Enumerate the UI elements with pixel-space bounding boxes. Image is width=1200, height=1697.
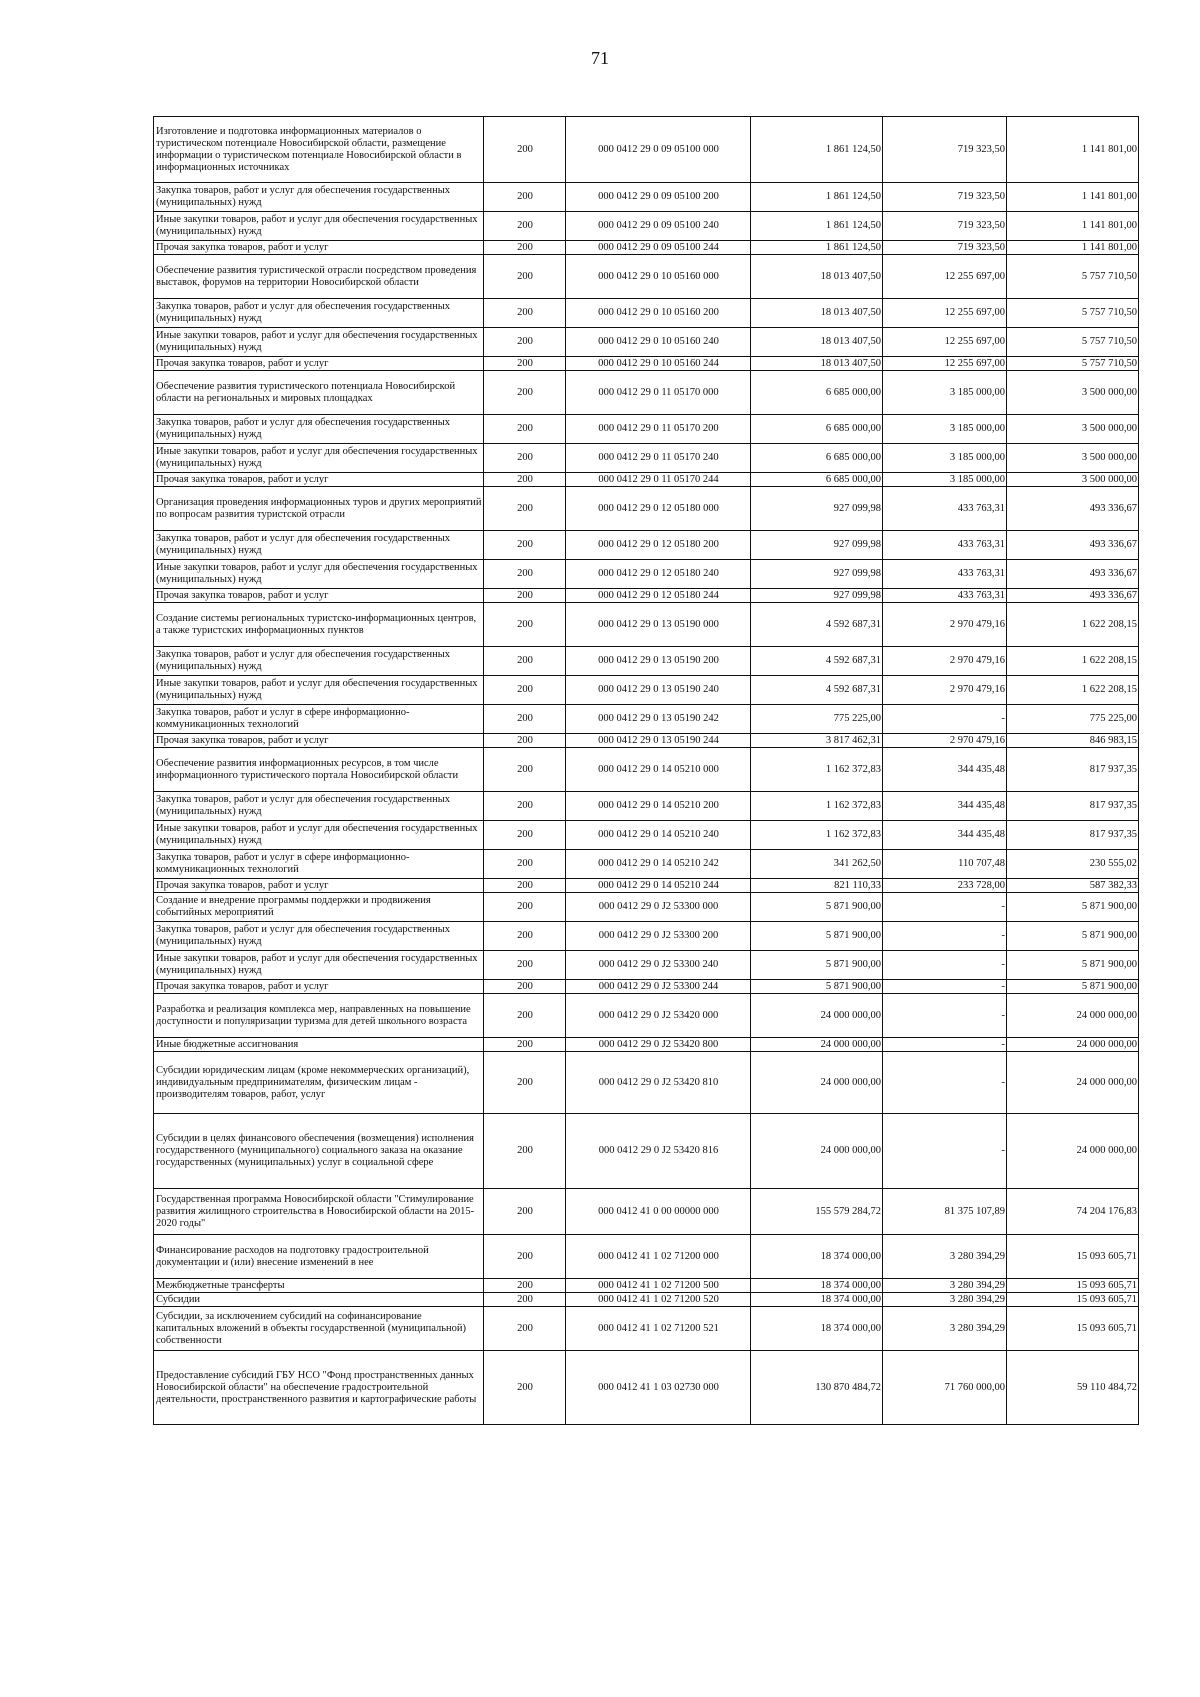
row-name-cell: Прочая закупка товаров, работ и услуг bbox=[154, 734, 484, 748]
row-value-3-cell: 3 500 000,00 bbox=[1007, 415, 1139, 444]
row-name-cell: Закупка товаров, работ и услуг для обеспечения государственных (муниципальных) нужд bbox=[154, 792, 484, 821]
row-value-3-cell: 5 757 710,50 bbox=[1007, 328, 1139, 357]
row-value-1-cell: 4 592 687,31 bbox=[751, 676, 883, 705]
row-name-cell: Субсидии, за исключением субсидий на софинансирование капитальных вложений в объекты государственной (муниципальной) собственности bbox=[154, 1307, 484, 1351]
table-row bbox=[154, 1293, 1139, 1307]
row-name-cell: Субсидии в целях финансового обеспечения (возмещения) исполнения государственного (муниципального) социального заказа на оказание государственных (муниципальных) услуг в социальной сфере bbox=[154, 1114, 484, 1189]
table-row bbox=[154, 1038, 1139, 1052]
row-name-cell: Прочая закупка товаров, работ и услуг bbox=[154, 879, 484, 893]
row-name-cell: Иные закупки товаров, работ и услуг для обеспечения государственных (муниципальных) нужд bbox=[154, 212, 484, 241]
row-value-1-cell: 6 685 000,00 bbox=[751, 444, 883, 473]
table-row bbox=[154, 603, 1139, 647]
row-kbk-cell: 000 0412 29 0 12 05180 000 bbox=[566, 487, 751, 531]
row-kbk-cell: 000 0412 29 0 09 05100 200 bbox=[566, 183, 751, 212]
row-value-3-cell: 24 000 000,00 bbox=[1007, 1038, 1139, 1052]
row-value-2-cell: 719 323,50 bbox=[883, 183, 1007, 212]
row-code-cell: 200 bbox=[484, 241, 566, 255]
row-kbk-cell: 000 0412 29 0 09 05100 000 bbox=[566, 117, 751, 183]
table-row bbox=[154, 951, 1139, 980]
row-value-3-cell: 5 757 710,50 bbox=[1007, 299, 1139, 328]
row-name-cell: Закупка товаров, работ и услуг для обеспечения государственных (муниципальных) нужд bbox=[154, 299, 484, 328]
table-row bbox=[154, 1235, 1139, 1279]
row-kbk-cell: 000 0412 29 0 12 05180 240 bbox=[566, 560, 751, 589]
row-name-cell: Закупка товаров, работ и услуг в сфере информационно-коммуникационных технологий bbox=[154, 850, 484, 879]
row-kbk-cell: 000 0412 29 0 10 05160 240 bbox=[566, 328, 751, 357]
row-value-1-cell: 5 871 900,00 bbox=[751, 922, 883, 951]
row-value-3-cell: 24 000 000,00 bbox=[1007, 994, 1139, 1038]
row-name-cell: Закупка товаров, работ и услуг для обеспечения государственных (муниципальных) нужд bbox=[154, 647, 484, 676]
row-name-cell: Обеспечение развития туристической отрасли посредством проведения выставок, форумов на территории Новосибирской области bbox=[154, 255, 484, 299]
row-value-1-cell: 927 099,98 bbox=[751, 531, 883, 560]
row-code-cell: 200 bbox=[484, 473, 566, 487]
row-name-cell: Прочая закупка товаров, работ и услуг bbox=[154, 241, 484, 255]
row-value-1-cell: 24 000 000,00 bbox=[751, 994, 883, 1038]
row-kbk-cell: 000 0412 29 0 J2 53420 810 bbox=[566, 1052, 751, 1114]
row-code-cell: 200 bbox=[484, 951, 566, 980]
row-kbk-cell: 000 0412 29 0 13 05190 200 bbox=[566, 647, 751, 676]
row-value-3-cell: 493 336,67 bbox=[1007, 487, 1139, 531]
row-name-cell: Прочая закупка товаров, работ и услуг bbox=[154, 357, 484, 371]
row-value-2-cell: 3 280 394,29 bbox=[883, 1293, 1007, 1307]
row-kbk-cell: 000 0412 29 0 14 05210 244 bbox=[566, 879, 751, 893]
table-row bbox=[154, 1351, 1139, 1425]
row-name-cell: Финансирование расходов на подготовку градостроительной документации и (или) внесение изменений в нее bbox=[154, 1235, 484, 1279]
budget-table bbox=[153, 116, 1139, 1425]
row-value-1-cell: 4 592 687,31 bbox=[751, 647, 883, 676]
table-row bbox=[154, 994, 1139, 1038]
row-value-3-cell: 493 336,67 bbox=[1007, 589, 1139, 603]
table-row bbox=[154, 589, 1139, 603]
row-name-cell: Межбюджетные трансферты bbox=[154, 1279, 484, 1293]
row-value-3-cell: 24 000 000,00 bbox=[1007, 1052, 1139, 1114]
row-kbk-cell: 000 0412 41 1 03 02730 000 bbox=[566, 1351, 751, 1425]
row-value-2-cell: 81 375 107,89 bbox=[883, 1189, 1007, 1235]
row-name-cell: Прочая закупка товаров, работ и услуг bbox=[154, 473, 484, 487]
row-value-2-cell: 344 435,48 bbox=[883, 792, 1007, 821]
row-kbk-cell: 000 0412 29 0 13 05190 244 bbox=[566, 734, 751, 748]
row-value-3-cell: 817 937,35 bbox=[1007, 821, 1139, 850]
row-code-cell: 200 bbox=[484, 647, 566, 676]
row-value-2-cell: 719 323,50 bbox=[883, 241, 1007, 255]
row-value-1-cell: 24 000 000,00 bbox=[751, 1052, 883, 1114]
row-kbk-cell: 000 0412 29 0 J2 53300 244 bbox=[566, 980, 751, 994]
row-value-2-cell: 12 255 697,00 bbox=[883, 328, 1007, 357]
table-row bbox=[154, 487, 1139, 531]
row-value-3-cell: 5 757 710,50 bbox=[1007, 255, 1139, 299]
row-value-3-cell: 493 336,67 bbox=[1007, 560, 1139, 589]
table-row bbox=[154, 647, 1139, 676]
table-row bbox=[154, 371, 1139, 415]
row-name-cell: Иные закупки товаров, работ и услуг для обеспечения государственных (муниципальных) нужд bbox=[154, 951, 484, 980]
row-code-cell: 200 bbox=[484, 603, 566, 647]
row-value-1-cell: 1 162 372,83 bbox=[751, 821, 883, 850]
row-code-cell: 200 bbox=[484, 117, 566, 183]
row-name-cell: Создание и внедрение программы поддержки и продвижения событийных мероприятий bbox=[154, 893, 484, 922]
row-value-1-cell: 5 871 900,00 bbox=[751, 951, 883, 980]
row-code-cell: 200 bbox=[484, 1307, 566, 1351]
row-value-3-cell: 5 871 900,00 bbox=[1007, 893, 1139, 922]
row-code-cell: 200 bbox=[484, 1351, 566, 1425]
row-value-1-cell: 18 013 407,50 bbox=[751, 328, 883, 357]
row-code-cell: 200 bbox=[484, 1052, 566, 1114]
table-row bbox=[154, 531, 1139, 560]
row-value-1-cell: 821 110,33 bbox=[751, 879, 883, 893]
row-value-3-cell: 493 336,67 bbox=[1007, 531, 1139, 560]
row-kbk-cell: 000 0412 41 1 02 71200 520 bbox=[566, 1293, 751, 1307]
table-row bbox=[154, 415, 1139, 444]
row-value-3-cell: 15 093 605,71 bbox=[1007, 1235, 1139, 1279]
row-name-cell: Иные закупки товаров, работ и услуг для обеспечения государственных (муниципальных) нужд bbox=[154, 821, 484, 850]
row-value-1-cell: 18 374 000,00 bbox=[751, 1307, 883, 1351]
row-value-3-cell: 1 622 208,15 bbox=[1007, 603, 1139, 647]
row-value-3-cell: 817 937,35 bbox=[1007, 748, 1139, 792]
table-row bbox=[154, 748, 1139, 792]
row-code-cell: 200 bbox=[484, 1235, 566, 1279]
row-code-cell: 200 bbox=[484, 1114, 566, 1189]
row-value-3-cell: 230 555,02 bbox=[1007, 850, 1139, 879]
row-name-cell: Иные закупки товаров, работ и услуг для обеспечения государственных (муниципальных) нужд bbox=[154, 328, 484, 357]
row-value-2-cell: - bbox=[883, 980, 1007, 994]
row-value-2-cell: 233 728,00 bbox=[883, 879, 1007, 893]
row-value-2-cell: 3 185 000,00 bbox=[883, 371, 1007, 415]
row-kbk-cell: 000 0412 29 0 14 05210 242 bbox=[566, 850, 751, 879]
row-code-cell: 200 bbox=[484, 415, 566, 444]
row-value-1-cell: 775 225,00 bbox=[751, 705, 883, 734]
row-code-cell: 200 bbox=[484, 705, 566, 734]
table-row bbox=[154, 328, 1139, 357]
table-row bbox=[154, 1052, 1139, 1114]
row-value-2-cell: - bbox=[883, 922, 1007, 951]
row-name-cell: Государственная программа Новосибирской области "Стимулирование развития жилищного строительства в Новосибирской области на 2015-2020 годы" bbox=[154, 1189, 484, 1235]
row-value-3-cell: 15 093 605,71 bbox=[1007, 1293, 1139, 1307]
row-value-1-cell: 1 861 124,50 bbox=[751, 241, 883, 255]
row-value-1-cell: 1 861 124,50 bbox=[751, 183, 883, 212]
row-name-cell: Субсидии bbox=[154, 1293, 484, 1307]
row-code-cell: 200 bbox=[484, 893, 566, 922]
table-row bbox=[154, 212, 1139, 241]
row-value-3-cell: 5 871 900,00 bbox=[1007, 922, 1139, 951]
row-value-2-cell: - bbox=[883, 1038, 1007, 1052]
row-kbk-cell: 000 0412 29 0 J2 53420 800 bbox=[566, 1038, 751, 1052]
row-value-3-cell: 1 622 208,15 bbox=[1007, 676, 1139, 705]
row-code-cell: 200 bbox=[484, 444, 566, 473]
table-row bbox=[154, 676, 1139, 705]
row-kbk-cell: 000 0412 29 0 13 05190 242 bbox=[566, 705, 751, 734]
row-code-cell: 200 bbox=[484, 255, 566, 299]
row-value-3-cell: 5 871 900,00 bbox=[1007, 980, 1139, 994]
row-value-1-cell: 130 870 484,72 bbox=[751, 1351, 883, 1425]
row-kbk-cell: 000 0412 29 0 J2 53300 200 bbox=[566, 922, 751, 951]
row-name-cell: Иные закупки товаров, работ и услуг для обеспечения государственных (муниципальных) нужд bbox=[154, 676, 484, 705]
row-value-1-cell: 5 871 900,00 bbox=[751, 893, 883, 922]
row-value-1-cell: 5 871 900,00 bbox=[751, 980, 883, 994]
row-value-2-cell: 719 323,50 bbox=[883, 117, 1007, 183]
row-code-cell: 200 bbox=[484, 1038, 566, 1052]
row-value-1-cell: 1 861 124,50 bbox=[751, 212, 883, 241]
table-row bbox=[154, 1307, 1139, 1351]
row-value-3-cell: 846 983,15 bbox=[1007, 734, 1139, 748]
row-value-1-cell: 6 685 000,00 bbox=[751, 415, 883, 444]
row-kbk-cell: 000 0412 29 0 10 05160 244 bbox=[566, 357, 751, 371]
row-name-cell: Закупка товаров, работ и услуг для обеспечения государственных (муниципальных) нужд bbox=[154, 922, 484, 951]
table-row bbox=[154, 560, 1139, 589]
row-value-3-cell: 587 382,33 bbox=[1007, 879, 1139, 893]
row-name-cell: Иные закупки товаров, работ и услуг для обеспечения государственных (муниципальных) нужд bbox=[154, 560, 484, 589]
row-value-2-cell: 3 280 394,29 bbox=[883, 1235, 1007, 1279]
row-value-2-cell: 2 970 479,16 bbox=[883, 734, 1007, 748]
row-value-2-cell: - bbox=[883, 893, 1007, 922]
row-code-cell: 200 bbox=[484, 1293, 566, 1307]
row-code-cell: 200 bbox=[484, 980, 566, 994]
row-value-2-cell: 719 323,50 bbox=[883, 212, 1007, 241]
row-value-3-cell: 59 110 484,72 bbox=[1007, 1351, 1139, 1425]
row-code-cell: 200 bbox=[484, 922, 566, 951]
row-kbk-cell: 000 0412 29 0 12 05180 200 bbox=[566, 531, 751, 560]
row-name-cell: Создание системы региональных туристско-информационных центров, а также туристских информационных пунктов bbox=[154, 603, 484, 647]
table-row bbox=[154, 183, 1139, 212]
row-name-cell: Разработка и реализация комплекса мер, направленных на повышение доступности и популяризации туризма для детей школьного возраста bbox=[154, 994, 484, 1038]
row-value-1-cell: 18 374 000,00 bbox=[751, 1235, 883, 1279]
row-code-cell: 200 bbox=[484, 487, 566, 531]
row-kbk-cell: 000 0412 41 1 02 71200 500 bbox=[566, 1279, 751, 1293]
row-value-2-cell: 344 435,48 bbox=[883, 748, 1007, 792]
row-name-cell: Обеспечение развития туристического потенциала Новосибирской области на региональных и мировых площадках bbox=[154, 371, 484, 415]
row-value-2-cell: 3 280 394,29 bbox=[883, 1279, 1007, 1293]
row-value-2-cell: 71 760 000,00 bbox=[883, 1351, 1007, 1425]
row-value-1-cell: 4 592 687,31 bbox=[751, 603, 883, 647]
row-code-cell: 200 bbox=[484, 792, 566, 821]
row-value-1-cell: 18 374 000,00 bbox=[751, 1279, 883, 1293]
row-value-1-cell: 341 262,50 bbox=[751, 850, 883, 879]
table-row bbox=[154, 444, 1139, 473]
row-value-3-cell: 3 500 000,00 bbox=[1007, 371, 1139, 415]
row-kbk-cell: 000 0412 29 0 09 05100 244 bbox=[566, 241, 751, 255]
table-row bbox=[154, 821, 1139, 850]
row-kbk-cell: 000 0412 41 0 00 00000 000 bbox=[566, 1189, 751, 1235]
row-value-1-cell: 927 099,98 bbox=[751, 487, 883, 531]
row-value-2-cell: - bbox=[883, 951, 1007, 980]
row-name-cell: Предоставление субсидий ГБУ НСО "Фонд пространственных данных Новосибирской области" на обеспечение градостроительной деятельности, пространственного развития и картографические работы bbox=[154, 1351, 484, 1425]
row-kbk-cell: 000 0412 29 0 13 05190 000 bbox=[566, 603, 751, 647]
row-name-cell: Изготовление и подготовка информационных материалов о туристическом потенциале Новосибирской области, размещение информации о туристическом потенциале Новосибирской области в информационных источниках bbox=[154, 117, 484, 183]
row-kbk-cell: 000 0412 29 0 11 05170 240 bbox=[566, 444, 751, 473]
row-value-3-cell: 5 871 900,00 bbox=[1007, 951, 1139, 980]
row-value-2-cell: 3 185 000,00 bbox=[883, 473, 1007, 487]
table-row bbox=[154, 1279, 1139, 1293]
row-value-2-cell: - bbox=[883, 1114, 1007, 1189]
row-value-3-cell: 1 622 208,15 bbox=[1007, 647, 1139, 676]
row-code-cell: 200 bbox=[484, 821, 566, 850]
table-row bbox=[154, 879, 1139, 893]
table-row bbox=[154, 255, 1139, 299]
row-value-1-cell: 3 817 462,31 bbox=[751, 734, 883, 748]
table-row bbox=[154, 117, 1139, 183]
row-value-2-cell: 433 763,31 bbox=[883, 487, 1007, 531]
row-kbk-cell: 000 0412 29 0 13 05190 240 bbox=[566, 676, 751, 705]
row-kbk-cell: 000 0412 29 0 14 05210 240 bbox=[566, 821, 751, 850]
row-code-cell: 200 bbox=[484, 212, 566, 241]
table-row bbox=[154, 1189, 1139, 1235]
row-value-3-cell: 3 500 000,00 bbox=[1007, 473, 1139, 487]
row-value-1-cell: 1 162 372,83 bbox=[751, 792, 883, 821]
row-value-1-cell: 927 099,98 bbox=[751, 560, 883, 589]
row-value-3-cell: 775 225,00 bbox=[1007, 705, 1139, 734]
row-code-cell: 200 bbox=[484, 676, 566, 705]
row-code-cell: 200 bbox=[484, 734, 566, 748]
row-kbk-cell: 000 0412 41 1 02 71200 000 bbox=[566, 1235, 751, 1279]
row-kbk-cell: 000 0412 29 0 11 05170 200 bbox=[566, 415, 751, 444]
row-value-2-cell: 344 435,48 bbox=[883, 821, 1007, 850]
row-code-cell: 200 bbox=[484, 994, 566, 1038]
row-value-1-cell: 927 099,98 bbox=[751, 589, 883, 603]
row-name-cell: Закупка товаров, работ и услуг для обеспечения государственных (муниципальных) нужд bbox=[154, 415, 484, 444]
table-row bbox=[154, 850, 1139, 879]
row-value-2-cell: 433 763,31 bbox=[883, 560, 1007, 589]
row-value-1-cell: 18 013 407,50 bbox=[751, 299, 883, 328]
row-kbk-cell: 000 0412 29 0 10 05160 000 bbox=[566, 255, 751, 299]
row-kbk-cell: 000 0412 29 0 09 05100 240 bbox=[566, 212, 751, 241]
row-value-2-cell: - bbox=[883, 1052, 1007, 1114]
row-code-cell: 200 bbox=[484, 879, 566, 893]
row-value-2-cell: 2 970 479,16 bbox=[883, 676, 1007, 705]
table-row bbox=[154, 792, 1139, 821]
table-row bbox=[154, 980, 1139, 994]
row-value-1-cell: 24 000 000,00 bbox=[751, 1038, 883, 1052]
row-kbk-cell: 000 0412 29 0 12 05180 244 bbox=[566, 589, 751, 603]
row-name-cell: Иные закупки товаров, работ и услуг для обеспечения государственных (муниципальных) нужд bbox=[154, 444, 484, 473]
row-value-2-cell: 2 970 479,16 bbox=[883, 647, 1007, 676]
row-value-2-cell: 3 185 000,00 bbox=[883, 415, 1007, 444]
row-value-1-cell: 155 579 284,72 bbox=[751, 1189, 883, 1235]
row-value-3-cell: 817 937,35 bbox=[1007, 792, 1139, 821]
row-value-2-cell: 433 763,31 bbox=[883, 589, 1007, 603]
row-code-cell: 200 bbox=[484, 748, 566, 792]
row-code-cell: 200 bbox=[484, 357, 566, 371]
row-value-3-cell: 1 141 801,00 bbox=[1007, 212, 1139, 241]
row-name-cell: Закупка товаров, работ и услуг для обеспечения государственных (муниципальных) нужд bbox=[154, 183, 484, 212]
row-name-cell: Прочая закупка товаров, работ и услуг bbox=[154, 589, 484, 603]
row-code-cell: 200 bbox=[484, 371, 566, 415]
row-value-2-cell: 3 280 394,29 bbox=[883, 1307, 1007, 1351]
row-value-3-cell: 74 204 176,83 bbox=[1007, 1189, 1139, 1235]
row-code-cell: 200 bbox=[484, 531, 566, 560]
row-value-3-cell: 1 141 801,00 bbox=[1007, 241, 1139, 255]
row-name-cell: Прочая закупка товаров, работ и услуг bbox=[154, 980, 484, 994]
row-code-cell: 200 bbox=[484, 1279, 566, 1293]
row-value-2-cell: - bbox=[883, 994, 1007, 1038]
row-value-3-cell: 15 093 605,71 bbox=[1007, 1307, 1139, 1351]
row-kbk-cell: 000 0412 29 0 10 05160 200 bbox=[566, 299, 751, 328]
row-value-2-cell: - bbox=[883, 705, 1007, 734]
row-value-3-cell: 15 093 605,71 bbox=[1007, 1279, 1139, 1293]
row-value-3-cell: 1 141 801,00 bbox=[1007, 183, 1139, 212]
row-value-2-cell: 12 255 697,00 bbox=[883, 357, 1007, 371]
table-row bbox=[154, 734, 1139, 748]
row-code-cell: 200 bbox=[484, 1189, 566, 1235]
table-row bbox=[154, 893, 1139, 922]
row-kbk-cell: 000 0412 29 0 14 05210 200 bbox=[566, 792, 751, 821]
row-value-3-cell: 1 141 801,00 bbox=[1007, 117, 1139, 183]
row-code-cell: 200 bbox=[484, 560, 566, 589]
row-value-2-cell: 2 970 479,16 bbox=[883, 603, 1007, 647]
row-kbk-cell: 000 0412 29 0 J2 53300 240 bbox=[566, 951, 751, 980]
row-value-3-cell: 24 000 000,00 bbox=[1007, 1114, 1139, 1189]
row-value-1-cell: 1 861 124,50 bbox=[751, 117, 883, 183]
row-kbk-cell: 000 0412 29 0 11 05170 244 bbox=[566, 473, 751, 487]
row-name-cell: Закупка товаров, работ и услуг в сфере информационно-коммуникационных технологий bbox=[154, 705, 484, 734]
row-value-1-cell: 6 685 000,00 bbox=[751, 473, 883, 487]
row-name-cell: Субсидии юридическим лицам (кроме некоммерческих организаций), индивидуальным предпринимателям, физическим лицам - производителям товаров, работ, услуг bbox=[154, 1052, 484, 1114]
row-value-3-cell: 5 757 710,50 bbox=[1007, 357, 1139, 371]
table-row bbox=[154, 241, 1139, 255]
row-kbk-cell: 000 0412 29 0 J2 53420 000 bbox=[566, 994, 751, 1038]
table-row bbox=[154, 299, 1139, 328]
row-value-1-cell: 1 162 372,83 bbox=[751, 748, 883, 792]
row-kbk-cell: 000 0412 29 0 J2 53300 000 bbox=[566, 893, 751, 922]
row-value-1-cell: 18 374 000,00 bbox=[751, 1293, 883, 1307]
row-value-2-cell: 3 185 000,00 bbox=[883, 444, 1007, 473]
table-row bbox=[154, 922, 1139, 951]
row-value-2-cell: 12 255 697,00 bbox=[883, 255, 1007, 299]
row-value-3-cell: 3 500 000,00 bbox=[1007, 444, 1139, 473]
table-row bbox=[154, 473, 1139, 487]
row-name-cell: Организация проведения информационных туров и других мероприятий по вопросам развития туристской отрасли bbox=[154, 487, 484, 531]
row-value-2-cell: 433 763,31 bbox=[883, 531, 1007, 560]
row-value-1-cell: 18 013 407,50 bbox=[751, 255, 883, 299]
page-number: 71 bbox=[591, 48, 609, 68]
row-kbk-cell: 000 0412 29 0 J2 53420 816 bbox=[566, 1114, 751, 1189]
row-kbk-cell: 000 0412 41 1 02 71200 521 bbox=[566, 1307, 751, 1351]
row-name-cell: Обеспечение развития информационных ресурсов, в том числе информационного туристического портала Новосибирской области bbox=[154, 748, 484, 792]
row-value-2-cell: 110 707,48 bbox=[883, 850, 1007, 879]
table-row bbox=[154, 357, 1139, 371]
row-code-cell: 200 bbox=[484, 328, 566, 357]
table-body bbox=[154, 117, 1139, 1425]
row-kbk-cell: 000 0412 29 0 14 05210 000 bbox=[566, 748, 751, 792]
row-name-cell: Иные бюджетные ассигнования bbox=[154, 1038, 484, 1052]
row-value-2-cell: 12 255 697,00 bbox=[883, 299, 1007, 328]
row-value-1-cell: 24 000 000,00 bbox=[751, 1114, 883, 1189]
row-code-cell: 200 bbox=[484, 850, 566, 879]
row-code-cell: 200 bbox=[484, 183, 566, 212]
row-kbk-cell: 000 0412 29 0 11 05170 000 bbox=[566, 371, 751, 415]
row-value-1-cell: 6 685 000,00 bbox=[751, 371, 883, 415]
row-code-cell: 200 bbox=[484, 589, 566, 603]
table-row bbox=[154, 705, 1139, 734]
table-row bbox=[154, 1114, 1139, 1189]
row-code-cell: 200 bbox=[484, 299, 566, 328]
row-name-cell: Закупка товаров, работ и услуг для обеспечения государственных (муниципальных) нужд bbox=[154, 531, 484, 560]
row-value-1-cell: 18 013 407,50 bbox=[751, 357, 883, 371]
